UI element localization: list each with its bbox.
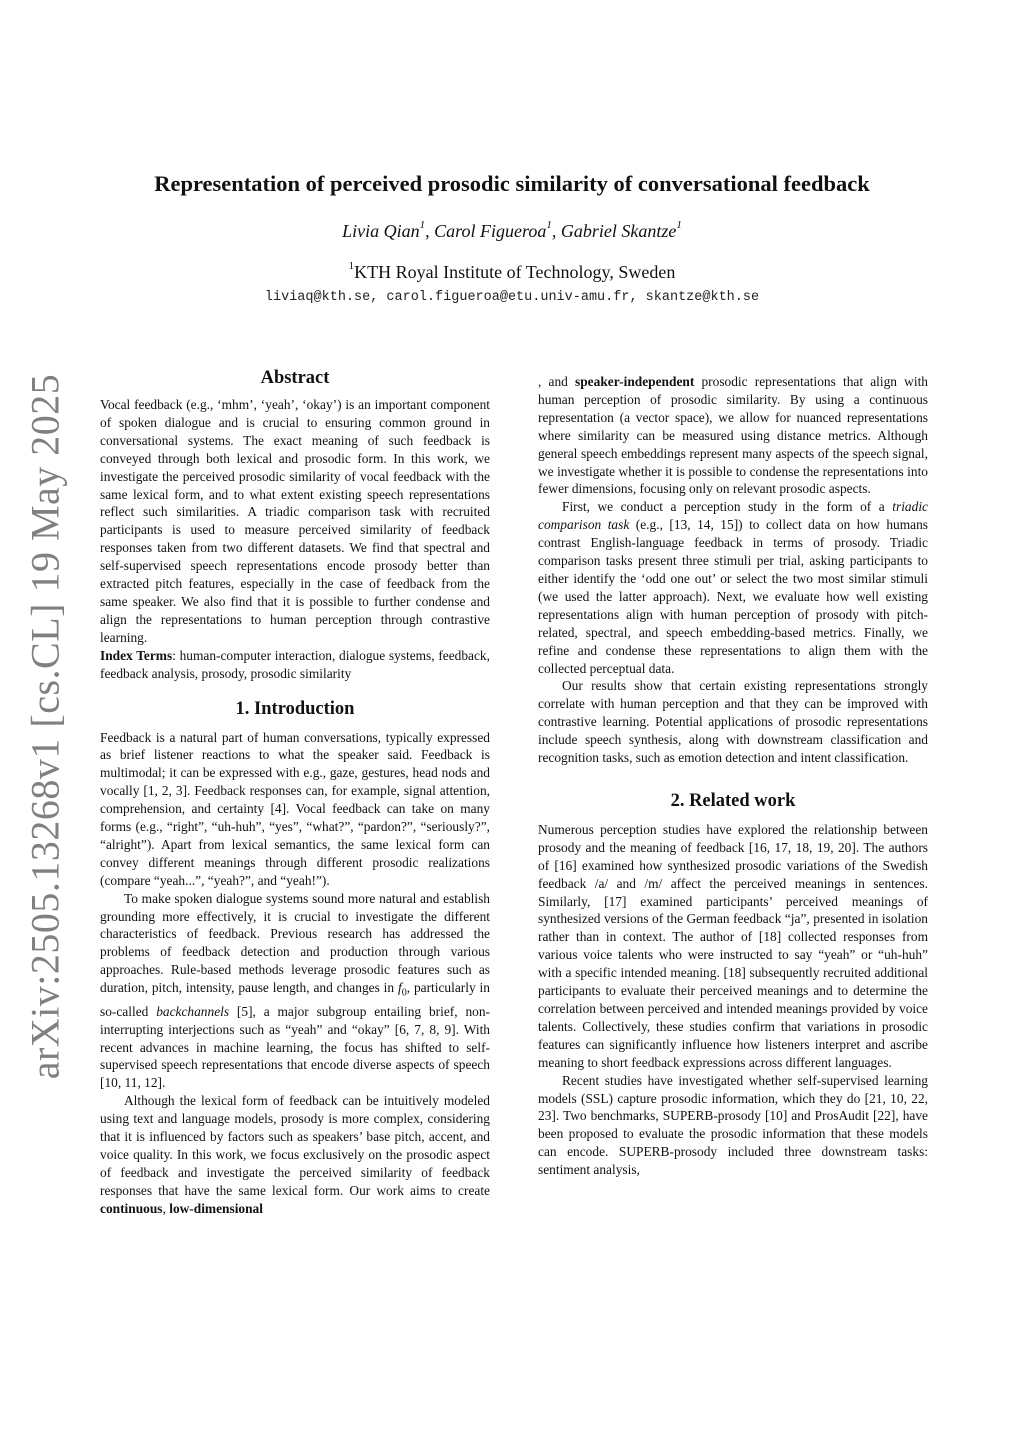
intro-p2-part-c: [5], a major subgroup entailing brief, non-interrupting interjections such as “yeah” and “okay” [6, 7, 8, 9]. With recent advances in machine learning, the focus has shifted to self-supervised speech representations that encode diverse aspects of speech [10, 11, 12]. (100, 1003, 490, 1091)
related-work-heading: 2. Related work (670, 790, 796, 811)
author-name: Livia Qian (342, 221, 420, 241)
paper-title: Representation of perceived prosodic similarity of conversational feedback (154, 171, 870, 196)
index-terms (100, 647, 490, 683)
intro-paragraph-2 (100, 890, 490, 1093)
author-list: Livia Qian$^1$, Carol Figueroa$^1$, Gabriel Skantze$^1$ (342, 219, 682, 241)
abstract-heading: Abstract (260, 368, 330, 388)
intro-p4-part-b: (e.g., [13, 14, 15]) to collect data on how humans contrast English-language feedback in terms of prosody. Triadic comparison tasks present three stimuli per trial, asking participants to either identify the ‘odd one out’ or select the two most similar stimuli (we used the latter approach). Next, we evaluate how well existing representations align with human perception of prosody with pitch-related, spectral, and speech embedding-based metrics. Finally, we refine and condense these representations to align them with the collected perceptual data. (538, 517, 929, 676)
author-name: Gabriel Skantze (560, 221, 677, 241)
introduction-heading: 1. Introduction (235, 698, 355, 719)
backchannels-term: backchannels (156, 1003, 230, 1019)
intro-paragraph-1: Feedback is a natural part of human conversations, typically expressed as brief listener reactions to what the speaker said. Feedback is multimodal; it can be expressed with e.g., gaze, gestures, head nods and vocally [1, 2, 3]. Feedback responses can, for example, signal attention, comprehension, and certainty [4]. Vocal feedback can take on many forms (e.g., “right”, “uh-huh”, “yes”, “what?”, “pardon?”, “seriously?”, “alright”). Apart from lexical semantics, the same lexical form can convey different meanings through different prosodic realizations (compare “yeah...”, “yeah?”, and “yeah!”). (100, 729, 490, 888)
intro-paragraph-3 (100, 1092, 490, 1217)
intro-paragraph-4 (538, 498, 928, 677)
keyword-continuous: continuous (100, 1200, 163, 1216)
index-terms-label: Index Terms (100, 647, 173, 663)
f0-subscript: 0 (401, 987, 407, 999)
intro-p2-part-b: , particularly in so-called (100, 980, 490, 1019)
related-work-paragraph-1: Numerous perception studies have explored the relationship between prosody and the meaning of feedback [16, 17, 18, 19, 20]. The authors of [16] examined how synthesized prosodic variations of the Swedish feedback /a/ and /m/ affect the perceived meanings in sentences. Similarly, [17] examined participants’ perceived meanings of synthesized versions of the German feedback “ja”, presented in isolation rather than in context. The author of [18] collected responses from various voice talents who were instructed to say “yeah” or “uh-huh” with a specific intended meaning. [18] subsequently recruited additional participants to evaluate their perceived meanings and to determine the correlation between perceived and intended meanings provided by voice talents. Collectively, these studies confirm that variations in prosodic features can significantly influence how listeners interpret and ascribe meaning to short feedback expressions across different languages. (538, 821, 928, 1070)
intro-p3-comma: , (162, 1200, 170, 1216)
intro-p4-part-a: First, we conduct a perception study in the form of a (562, 499, 893, 515)
author-affil-mark: 1 (419, 219, 426, 231)
affiliation-text: KTH Royal Institute of Technology, Sweden (354, 262, 676, 282)
right-column (538, 373, 928, 1179)
author-name: Carol Figueroa (434, 221, 547, 241)
arxiv-identifier-text: arXiv:2505.13268v1 [cs.CL] 19 May 2025 (22, 373, 68, 1079)
f0-symbol: f (397, 980, 402, 996)
author-emails: liviaq@kth.se, carol.figueroa@etu.univ-amu.fr, skantze@kth.se (264, 290, 760, 305)
affiliation (60, 262, 964, 283)
intro-p3-part-a: Although the lexical form of feedback can be intuitively modeled using text and language models, prosody is more complex, considering that it is influenced by factors such as speakers’ base pitch, accent, and voice quality. In this work, we focus exclusively on the prosodic aspect of feedback and investigate the perceived similarity of feedback responses that have the same lexical form. Our work aims to create (100, 1093, 490, 1198)
affiliation-mark: 1 (348, 260, 355, 272)
related-work-paragraph-2: Recent studies have investigated whether self-supervised learning models (SSL) capture prosodic information, which they do [21, 10, 22, 23]. Two benchmarks, SUPERB-prosody [10] and ProsAudit [22], have been proposed to evaluate the prosodic information that these models can encode. SUPERB-prosody included three downstream tasks: sentiment analysis, (538, 1072, 928, 1178)
keyword-speaker-independent: speaker-independent (575, 374, 695, 389)
abstract-text: Vocal feedback (e.g., ‘mhm’, ‘yeah’, ‘okay’) is an important component of spoken dialogue and is crucial to ensuring common ground in conversational systems. The exact meaning of such feedback is conveyed through both lexical and prosodic form. In this work, we investigate the perceived prosodic similarity of vocal feedback with the same lexical form, and to what extent existing speech representations reflect such similarities. A triadic comparison task with recruited participants is used to measure perceived similarity of feedback responses taken from two different datasets. We find that spectral and self-supervised speech representations encode prosody better than extracted pitch features, especially in the case of feedback from the same speaker. We also find that it is possible to further condense and align the representations to human perception through contrastive learning. (100, 397, 490, 645)
index-terms-text: : human-computer interaction, dialogue systems, feedback, feedback analysis, prosody, prosodic similarity (100, 647, 490, 681)
arxiv-identifier (22, 373, 68, 1079)
intro-p3-part-b: , and (538, 374, 576, 389)
intro-paragraph-5: Our results show that certain existing representations strongly correlate with human perception and that they can be improved with contrastive learning. Potential applications of prosodic representations include speech synthesis, along with downstream classification and recognition tasks, such as emotion detection and intent classification. (538, 678, 928, 766)
intro-paragraph-3-continued (538, 373, 928, 498)
author-affil-mark: 1 (676, 219, 682, 231)
intro-p3-part-c: prosodic representations that align with human perception of prosodic similarity. By using a continuous representation (a vector space), we allow for nuanced representations where similarity can be measured using distance metrics. Although general speech embeddings represent many aspects of the speech signal, we investigate whether it is possible to condense the representations into fewer dimensions, focusing only on relevant prosodic aspects. (538, 374, 928, 497)
left-column (100, 366, 490, 1218)
author-affil-mark: 1 (546, 219, 552, 231)
intro-p2-part-a: To make spoken dialogue systems sound more natural and establish grounding more effectively, it is crucial to investigate the different characteristics of feedback. Previous research has addressed the problems of feedback detection and production through various approaches. Rule-based methods leverage prosodic features such as duration, pitch, intensity, pause length, and changes in (100, 890, 490, 996)
triadic-task-term: triadic comparison task (538, 499, 928, 533)
keyword-low-dimensional: low-dimensional (169, 1200, 263, 1216)
